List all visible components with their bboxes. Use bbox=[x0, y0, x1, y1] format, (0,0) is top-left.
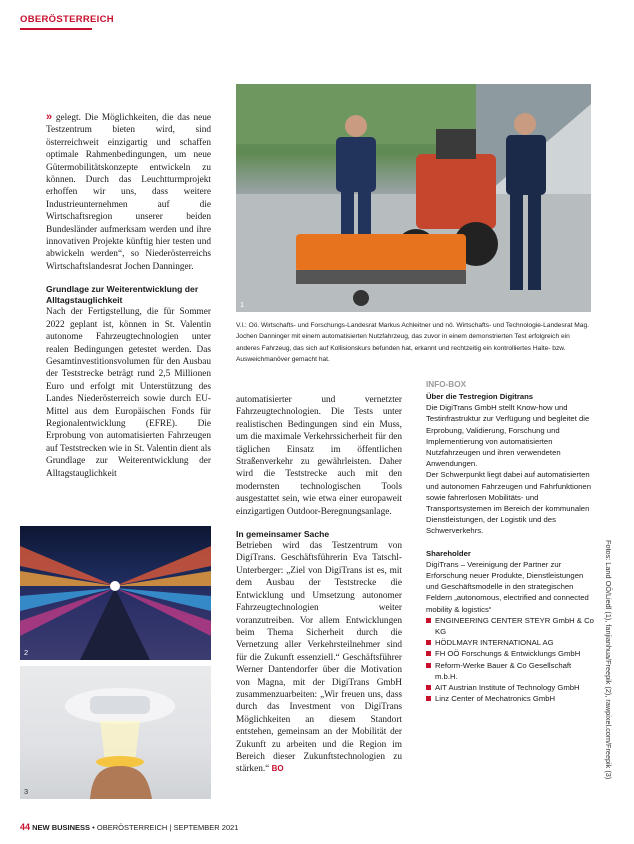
photo-test-vehicle-illustration bbox=[236, 84, 591, 312]
photo-credit bbox=[603, 540, 617, 800]
photo-credit-text: Fotos: Land OÖ/Liedl (1), fanjianhua/Freepik (2), rawpixel.com/Freepik (3) bbox=[604, 540, 613, 780]
partner-item: Reform-Werke Bauer & Co Gesellschaft m.b.H. bbox=[426, 660, 594, 682]
photo-hologram-hand bbox=[20, 666, 211, 799]
author-signoff: BO bbox=[271, 764, 284, 774]
bullet-square-icon bbox=[426, 663, 431, 668]
continuation-arrow-icon: » bbox=[46, 111, 53, 123]
bullet-square-icon bbox=[426, 618, 431, 623]
shareholder-title: Shareholder bbox=[426, 548, 471, 558]
intro-text: gelegt. Die Möglichkeiten, die das neue Testzentrum bieten wird, sind österreichweit einzigartig und schaffen optimale Rahmenbedingungen, um neue Gütermobilitätskonzepte entwickeln zu können. Durch das Leuchtturmprojekt erhoffen wir uns, dass weitere Industrieunternehmen auf die Wirtschaftsregion unserer beiden Bundesländer aufmerksam werden und ihre innovativen Projekte künftig hier testen und abwickeln werden“, so Niederösterreichs Wirtschaftslandesrat Jochen Danninger. bbox=[46, 113, 211, 272]
column-left bbox=[46, 111, 211, 480]
shareholder-text: DigiTrans – Vereinigung der Partner zur Erforschung neuer Produkte, Dienstleistungen und Geschäftsmodelle in den strategischen Feldern „autonomous, electrified and connected mobility & logistics“ bbox=[426, 559, 589, 614]
body-continuation: automatisierter und vernetzter Fahrzeugtechnologien. Die Tests unter realistischen Bedingungen sind ein Muss, um die maximale Verkehrssicherheit für den täglichen Einsatz im öffentlichen Straßenverkehr zu gewährleisten. Daher wird die Teststrecke auch mit den modernsten technologischen Tools ausgestattet sein, wie etwa einer europaweit einzigartigen Outdoor-Beregnungsanlage. bbox=[236, 395, 402, 517]
page-footer bbox=[20, 822, 238, 832]
photo-number-2: 2 bbox=[24, 648, 29, 657]
page-number: 44 bbox=[20, 822, 31, 832]
subheading-gemeinsam: In gemeinsamer Sache bbox=[236, 529, 330, 540]
infobox bbox=[426, 391, 594, 704]
magazine-brand: NEW BUSINESS bbox=[32, 823, 91, 832]
infobox-paragraph-2: Der Schwerpunkt liegt dabei auf automatisierten und autonomen Fahrzeugen und Fahrfunktionen sowie fahrerlosen Mobilitäts- und Transportsystemen im Bereich der kommunalen Dienstleistungen, der Logistik und des Schwerverkehrs. bbox=[426, 470, 591, 536]
bullet-square-icon bbox=[426, 640, 431, 645]
body-paragraph-left: Nach der Fertigstellung, die für Sommer 2022 geplant ist, können in St. Valentin autonome Fahrzeugtechnologien unter realen Bedingungen getestet werden. Das Gesamtinvestitionsvolumen für den Ausbau der Teststrecke beträgt rund 2,5 Millionen Euro und erfolgt mit Unterstützung des Landes Niederösterreich sowie durch EU-Mittel aus dem Europäischen Fonds für Regionalentwicklung (EFRE). Die Erprobung von automatisierten Fahrzeugen auf Teststrecken wie in St. Valentin dient als Grundlage zur Weiterentwicklung der Alltagstauglichkeit bbox=[46, 307, 211, 479]
photo-light-tunnel bbox=[20, 526, 211, 660]
footer-separator: | bbox=[169, 823, 172, 832]
body-middle-text: Betrieben wird das Testzentrum von DigiTrans. Geschäftsführerin Eva Tatschl-Unterberger: „Ziel von DigiTrans ist es, mit dem Ausbau der Teststrecke die Entwicklung und Umsetzung autonomer Fahrzeugtechnologien weiter voranzutreiben. Vor allem Entwicklungen beim Thema Sicherheit durch die Vernetzung aller Verkehrsteilnehmer sind für die Zukunft essenziell.“ Geschäftsführer Werner Dantendorfer über die Motivation von Magna, mit der DigiTrans GmbH zusammenzuarbeiten: „Wir freuen uns, dass durch das Investment von DigiTrans Möglichkeiten an diesem Standort entstehen, gemeinsam an der Mobilität der Zukunft zu arbeiten und die Region im Bereich dieser Zukunftstechnologien zu stärken.“ bbox=[236, 541, 402, 775]
photo-caption: V.l.: Oö. Wirtschafts- und Forschungs-Landesrat Markus Achleitner und nö. Wirtschafts- und Technologie-Landesrat Mag. Jochen Danninger mit einem automatisierten Nutzfahrzeug, das zuvor in einem demonstrierten Test erfolgreich ein anderes Fahrzeug, das sich auf Kollisionskurs befunden hat, erkannt und rechtzeitig ein kontrolliertes Halte- bzw. Ausweichmanöver gemacht hat. bbox=[236, 322, 589, 363]
bullet-square-icon bbox=[426, 696, 431, 701]
section-rule bbox=[20, 28, 92, 30]
subheading-alltag: Grundlage zur Weiterentwicklung der Alltagstauglichkeit bbox=[46, 284, 199, 306]
infobox-label: INFO-BOX bbox=[426, 380, 467, 389]
partner-item: FH OÖ Forschungs & Entwicklungs GmbH bbox=[426, 648, 594, 659]
photo-number-1: 1 bbox=[240, 300, 245, 309]
photo-test-vehicle bbox=[236, 84, 591, 312]
bullet-square-icon bbox=[426, 651, 431, 656]
column-middle bbox=[236, 394, 402, 776]
photo-number-3: 3 bbox=[24, 787, 29, 796]
partner-item: HÖDLMAYR INTERNATIONAL AG bbox=[426, 637, 594, 648]
footer-region: OBERÖSTERREICH bbox=[96, 823, 168, 832]
infobox-paragraph-1: Die DigiTrans GmbH stellt Know-how und Testinfrastruktur zur Verfügung und begleitet die Erprobung, Validierung, Forschung und Implementierung von automatisierten Nutzfahrzeugen und ihren verwendeten Anwendungen. bbox=[426, 403, 590, 469]
partner-list bbox=[426, 615, 594, 705]
photo-hologram-illustration bbox=[20, 666, 211, 799]
intro-paragraph bbox=[46, 111, 211, 273]
partner-item: ENGINEERING CENTER STEYR GmbH & Co KG bbox=[426, 615, 594, 637]
bullet-square-icon bbox=[426, 685, 431, 690]
body-paragraph-middle bbox=[236, 540, 402, 776]
section-tag: OBERÖSTERREICH bbox=[20, 14, 114, 25]
partner-item: Linz Center of Mechatronics GmbH bbox=[426, 693, 594, 704]
partner-item: AIT Austrian Institute of Technology GmbH bbox=[426, 682, 594, 693]
footer-date: SEPTEMBER 2021 bbox=[173, 823, 239, 832]
photo-light-tunnel-illustration bbox=[20, 526, 211, 660]
footer-dot: • bbox=[92, 823, 95, 832]
infobox-title: Über die Testregion Digitrans bbox=[426, 392, 534, 401]
